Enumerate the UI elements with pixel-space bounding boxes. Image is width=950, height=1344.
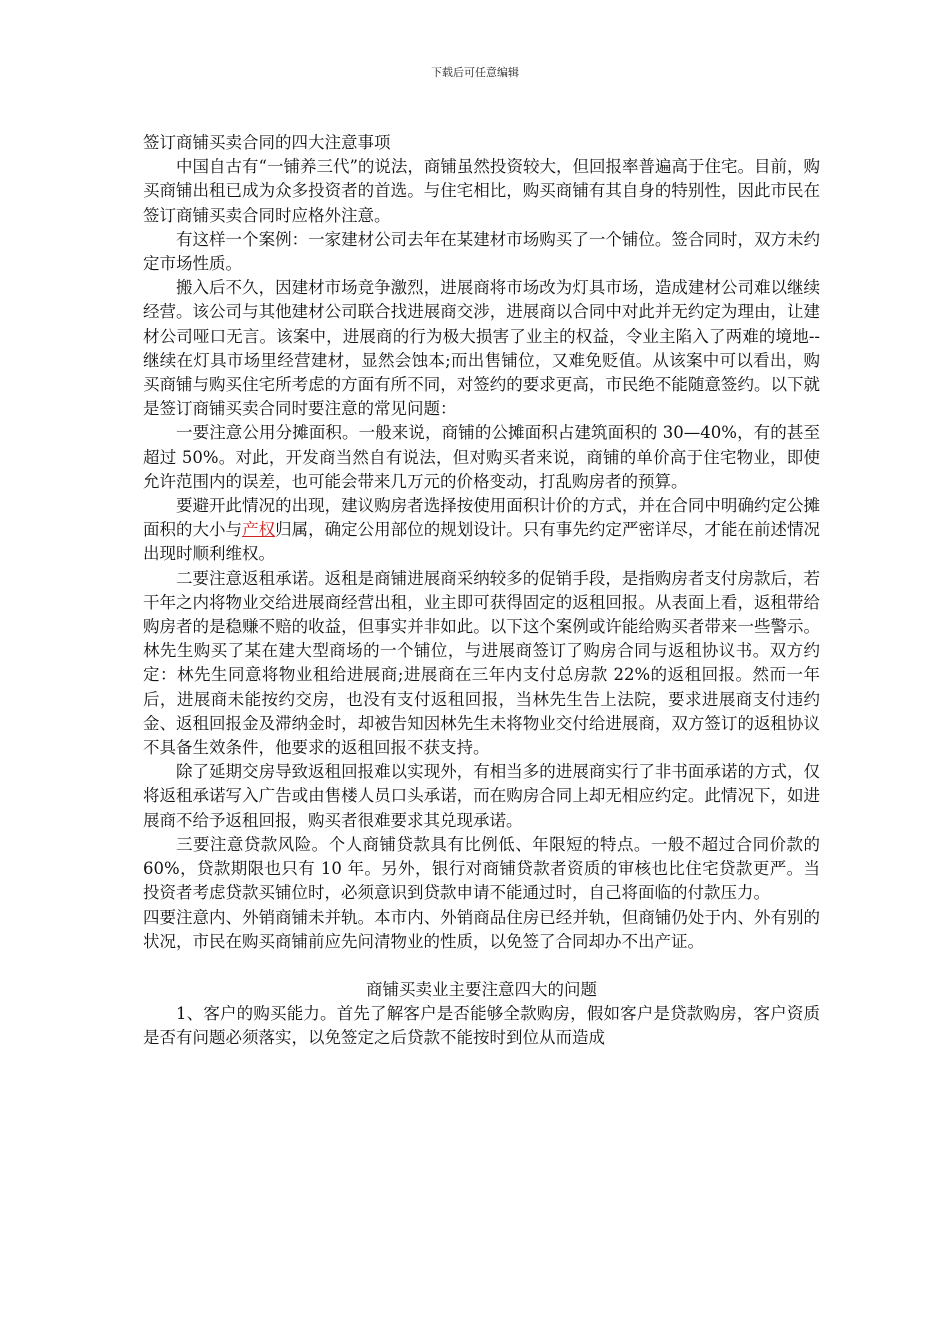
paragraph-7: 除了延期交房导致返租回报难以实现外，有相当多的进展商实行了非书面承诺的方式，仅将返租承诺写入广告或由售楼人员口头承诺，而在购房合同上却无相应约定。此情况下，如进展商不给予返租回报，购买者很难要求其兑现承诺。 <box>143 762 820 830</box>
paragraph-1: 中国自古有“一铺养三代”的说法，商铺虽然投资较大，但回报率普遍高于住宅。目前，购买商铺出租已成为众多投资者的首选。与住宅相比，购买商铺有其自身的特别性，因此市民在签订商铺买卖合同时应格外注意。 <box>143 157 820 225</box>
section-2-title: 商铺买卖业主要注意四大的问题 <box>366 979 597 999</box>
document-body <box>143 131 820 1051</box>
document-title: 签订商铺买卖合同的四大注意事项 <box>143 133 391 152</box>
paragraph-5-after: 归属，确定公用部位的规划设计。只有事先约定严密详尽，才能在前述情况出现时顺利维权。 <box>143 520 821 564</box>
property-rights-link[interactable]: 产权 <box>242 520 276 540</box>
page-header: 下载后可任意编辑 <box>431 66 519 79</box>
paragraph-4: 一要注意公用分摊面积。一般来说，商铺的公摊面积占建筑面积的 30—40%，有的甚至超过 50%。对此，开发商当然自有说法，但对购买者来说，商铺的单价高于住宅物业，即使允许范围内的误差，也可能会带来几万元的价格变动，打乱购房者的预算。 <box>143 423 820 491</box>
paragraph-8: 三要注意贷款风险。个人商铺贷款具有比例低、年限短的特点。一般不超过合同价款的 60%，贷款期限也只有 10 年。另外，银行对商铺贷款者资质的审核也比住宅贷款更严。当投资者考虑贷款买铺位时，必须意识到贷款申请不能通过时，自己将面临的付款压力。 <box>143 834 820 903</box>
paragraph-10: 1、客户的购买能力。首先了解客户是否能够全款购房，假如客户是贷款购房，客户资质是否有问题必须落实，以免签定之后贷款不能按时到位从而造成 <box>143 1004 820 1048</box>
paragraph-6: 二要注意返租承诺。返租是商铺进展商采纳较多的促销手段，是指购房者支付房款后，若干年之内将物业交给进展商经营出租，业主即可获得固定的返租回报。从表面上看，返租带给购房者的是稳赚不赔的收益，但事实并非如此。以下这个案例或许能给购买者带来一些警示。林先生购买了某在建大型商场的一个铺位，与进展商签订了购房合同与返租协议书。双方约定：林先生同意将物业租给进展商;进展商在三年内支付总房款 22%的返租回报。然而一年后，进展商未能按约交房，也没有支付返租回报，当林先生告上法院，要求进展商支付违约金、返租回报金及滞纳金时，却被告知因林先生未将物业交付给进展商，双方签订的返租协议不具备生效条件，他要求的返租回报不获支持。 <box>143 568 820 758</box>
paragraph-5 <box>143 494 820 567</box>
paragraph-2: 有这样一个案例：一家建材公司去年在某建材市场购买了一个铺位。签合同时，双方未约定市场性质。 <box>143 229 820 274</box>
paragraph-3: 搬入后不久，因建材市场竞争激烈，进展商将市场改为灯具市场，造成建材公司难以继续经营。该公司与其他建材公司联合找进展商交涉，进展商以合同中对此并无约定为理由，让建材公司哑口无言。该案中，进展商的行为极大损害了业主的权益，令业主陷入了两难的境地--继续在灯具市场里经营建材，显然会蚀本;而出售铺位，又难免贬值。从该案中可以看出，购买商铺与购买住宅所考虑的方面有所不同，对签约的要求更高，市民绝不能随意签约。以下就是签订商铺买卖合同时要注意的常见问题： <box>143 278 820 419</box>
paragraph-5-before: 要避开此情况的出现，建议购房者选择按使用面积计价的方式，并在合同中明确约定公摊面积的大小与 <box>143 496 820 540</box>
paragraph-9: 四要注意内、外销商铺未并轨。本市内、外销商品住房已经并轨，但商铺仍处于内、外有别的状况，市民在购买商铺前应先问清物业的性质，以免签了合同却办不出产证。 <box>143 907 820 951</box>
